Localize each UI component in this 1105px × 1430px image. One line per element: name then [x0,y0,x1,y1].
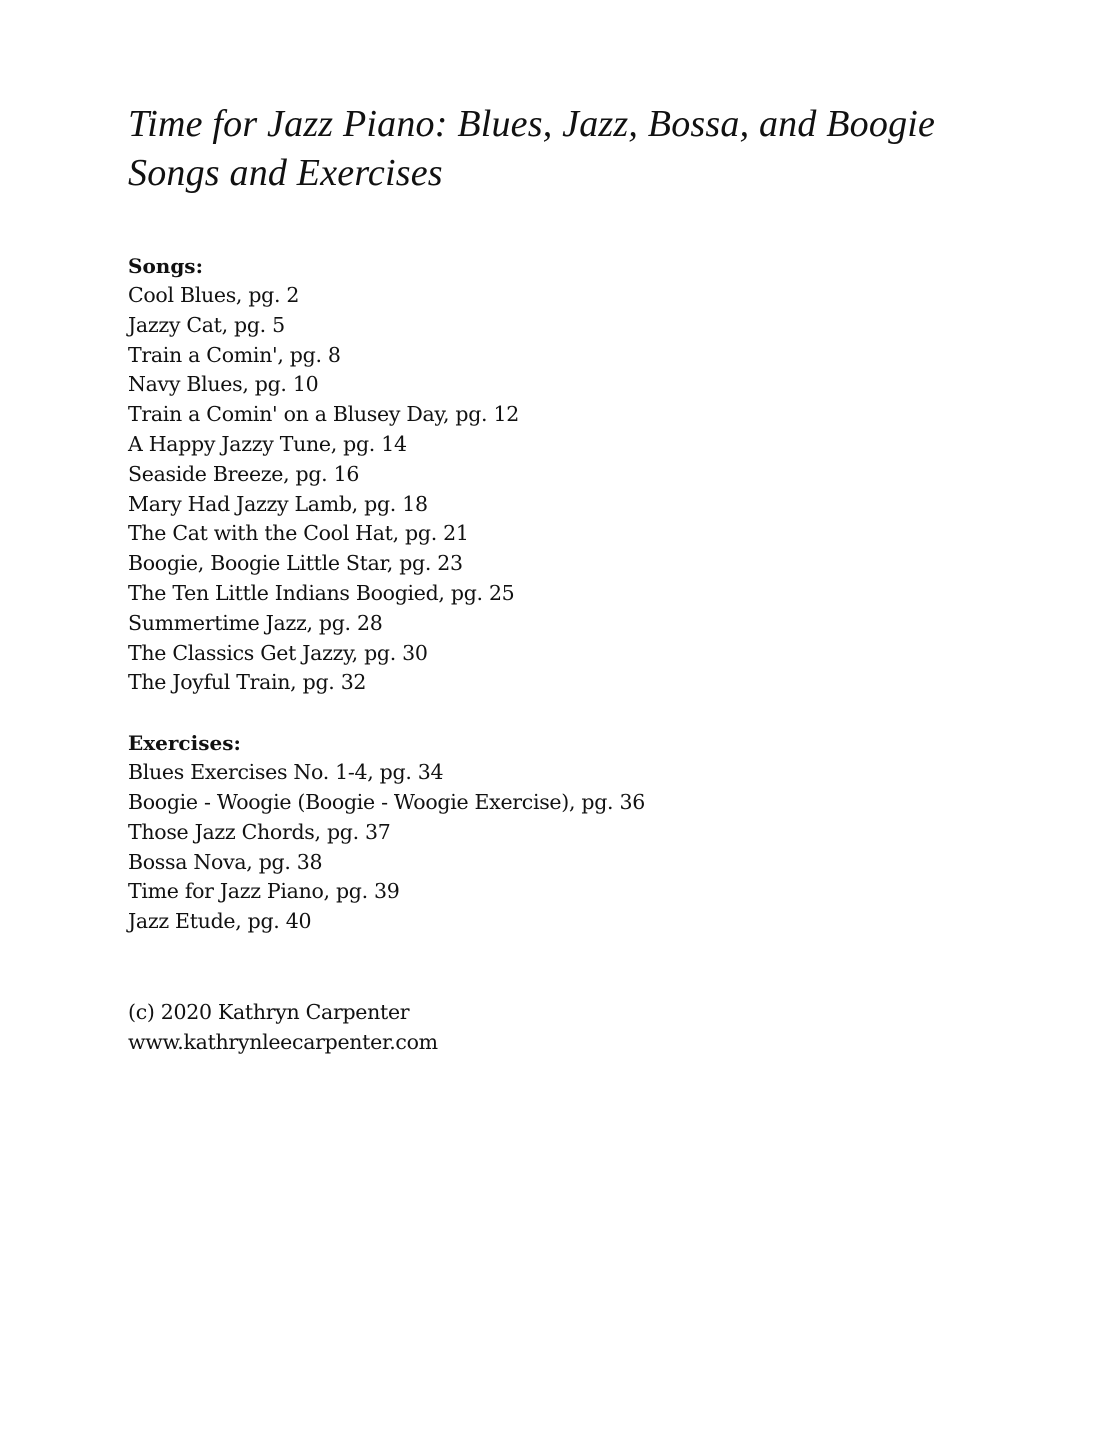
song-entry: Train a Comin' on a Blusey Day, pg. 12 [128,402,519,427]
song-entry: Train a Comin', pg. 8 [128,342,341,367]
song-entry: Jazzy Cat, pg. 5 [128,312,285,337]
song-entry: Navy Blues, pg. 10 [128,372,319,397]
song-entry: The Ten Little Indians Boogied, pg. 25 [128,580,515,605]
footer [128,997,1008,1057]
songs-section [128,251,1008,698]
document-title [128,100,1008,198]
song-entry: A Happy Jazzy Tune, pg. 14 [128,431,407,456]
song-entry: Cool Blues, pg. 2 [128,283,300,307]
exercise-entry: Blues Exercises No. 1-4, pg. 34 [128,760,444,785]
copyright-notice: (c) 2020 Kathryn Carpenter [128,999,410,1024]
exercise-entry: Boogie - Woogie (Boogie - Woogie Exercise), pg. 36 [128,789,645,814]
song-entry: Mary Had Jazzy Lamb, pg. 18 [128,491,428,516]
title-line-2: Songs and Exercises [128,152,443,194]
song-entry: Summertime Jazz, pg. 28 [128,610,383,635]
exercise-entry: Time for Jazz Piano, pg. 39 [128,879,400,904]
song-entry: Seaside Breeze, pg. 16 [128,461,360,486]
title-line-1: Time for Jazz Piano: Blues, Jazz, Bossa, and Boogie [128,103,936,145]
songs-heading: Songs: [128,254,203,278]
songs-list [128,281,1008,698]
song-entry: The Joyful Train, pg. 32 [128,670,367,695]
website-url: www.kathrynleecarpenter.com [128,1029,438,1054]
exercises-section [128,728,1008,937]
exercise-entry: Those Jazz Chords, pg. 37 [128,819,391,844]
song-entry: The Classics Get Jazzy, pg. 30 [128,640,428,665]
document-page [128,100,1008,1057]
song-entry: The Cat with the Cool Hat, pg. 21 [128,521,469,546]
exercises-list [128,758,1008,937]
song-entry: Boogie, Boogie Little Star, pg. 23 [128,551,463,576]
exercises-heading: Exercises: [128,731,241,756]
exercise-entry: Jazz Etude, pg. 40 [128,909,312,934]
exercise-entry: Bossa Nova, pg. 38 [128,849,323,874]
